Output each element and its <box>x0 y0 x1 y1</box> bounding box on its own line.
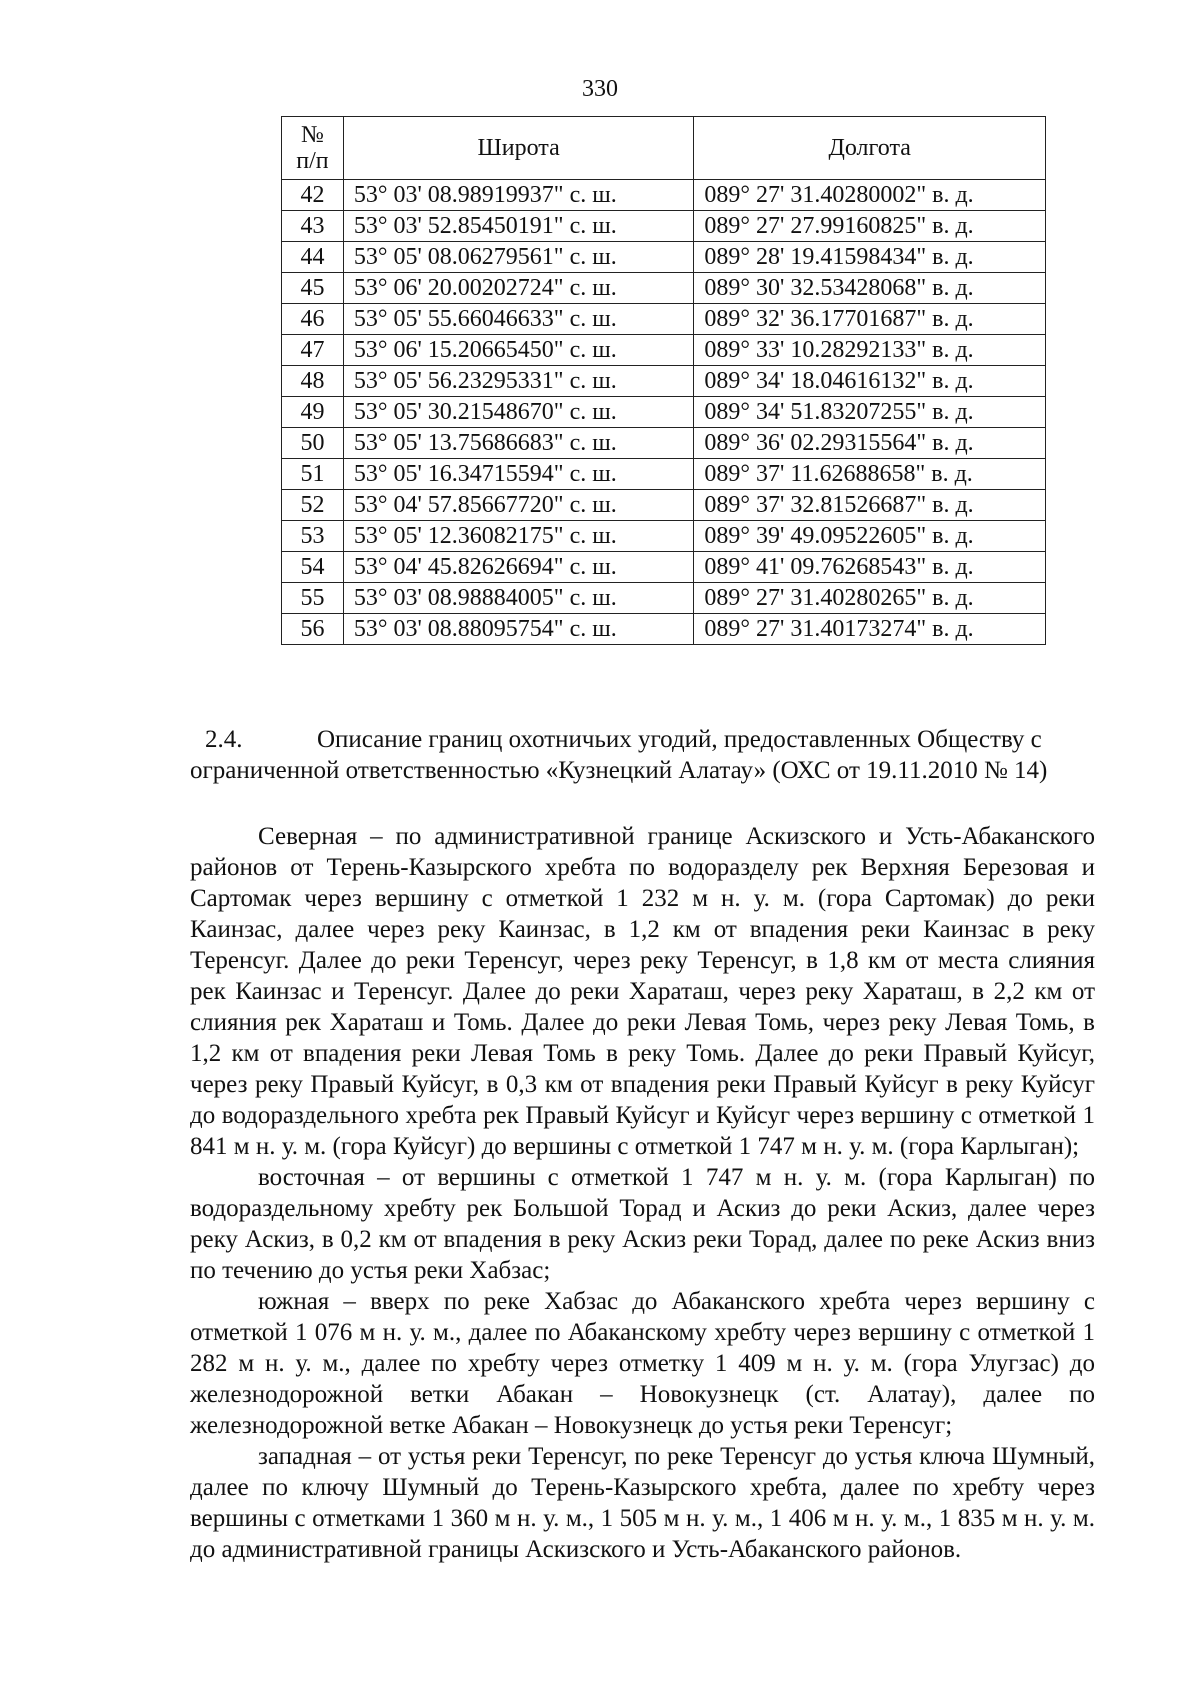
row-number-cell: 48 <box>282 366 344 397</box>
table-row <box>282 304 1046 335</box>
page-number: 330 <box>582 76 618 102</box>
row-number-cell: 50 <box>282 428 344 459</box>
table-row <box>282 614 1046 645</box>
table-row <box>282 366 1046 397</box>
latitude-cell: 53° 06' 20.00202724" с. ш. <box>343 273 694 304</box>
latitude-cell: 53° 05' 12.36082175" с. ш. <box>343 521 694 552</box>
header-number-abbr: п/п <box>296 148 329 174</box>
section-body <box>190 821 1095 1565</box>
longitude-cell: 089° 27' 31.40173274" в. д. <box>694 614 1046 645</box>
longitude-cell: 089° 30' 32.53428068" в. д. <box>694 273 1046 304</box>
table-row <box>282 397 1046 428</box>
table-row <box>282 335 1046 366</box>
section-title-line2: ограниченной ответственностью «Кузнецкий Алатау» (ОХС от 19.11.2010 № 14) <box>190 757 1048 784</box>
table-header-row <box>282 117 1046 180</box>
coordinates-table <box>281 116 1046 645</box>
longitude-cell: 089° 37' 32.81526687" в. д. <box>694 490 1046 521</box>
row-number-cell: 46 <box>282 304 344 335</box>
table-row <box>282 273 1046 304</box>
latitude-cell: 53° 05' 16.34715594" с. ш. <box>343 459 694 490</box>
paragraph-west: западная – от устья реки Теренсуг, по реке Теренсуг до устья ключа Шумный, далее по ключу Шумный до Терень-Казырского хребта, далее по хребту через вершины с отметками 1 360 м н. у. м., 1 505 м н. у. м., 1 406 м н. у. м., 1 835 м н. у. м. до административной границы Аскизского и Усть-Абаканского районов. <box>190 1443 1095 1563</box>
table-body <box>282 180 1046 645</box>
latitude-cell: 53° 05' 13.75686683" с. ш. <box>343 428 694 459</box>
longitude-cell: 089° 28' 19.41598434" в. д. <box>694 242 1046 273</box>
section-number: 2.4. <box>205 726 243 753</box>
latitude-cell: 53° 04' 57.85667720" с. ш. <box>343 490 694 521</box>
row-number-cell: 56 <box>282 614 344 645</box>
latitude-cell: 53° 05' 08.06279561" с. ш. <box>343 242 694 273</box>
latitude-cell: 53° 03' 08.98884005" с. ш. <box>343 583 694 614</box>
row-number-cell: 55 <box>282 583 344 614</box>
latitude-cell: 53° 03' 52.85450191" с. ш. <box>343 211 694 242</box>
row-number-cell: 52 <box>282 490 344 521</box>
row-number-cell: 44 <box>282 242 344 273</box>
row-number-cell: 43 <box>282 211 344 242</box>
table-row <box>282 459 1046 490</box>
header-latitude: Широта <box>343 117 694 180</box>
table-row <box>282 211 1046 242</box>
paragraph-south: южная – вверх по реке Хабзас до Абаканского хребта через вершину с отметкой 1 076 м н. у. м., далее по Абаканскому хребту через вершину с отметкой 1 282 м н. у. м., далее по хребту через отметку 1 409 м н. у. м. (гора Улугзас) до железнодорожной ветки Абакан – Новокузнецк (ст. Алатау), далее по железнодорожной ветке Абакан – Новокузнецк до устья реки Теренсуг; <box>190 1288 1095 1439</box>
latitude-cell: 53° 05' 30.21548670" с. ш. <box>343 397 694 428</box>
longitude-cell: 089° 34' 51.83207255" в. д. <box>694 397 1046 428</box>
section-title-line1: Описание границ охотничьих угодий, предоставленных Обществу с <box>317 726 1042 753</box>
row-number-cell: 51 <box>282 459 344 490</box>
longitude-cell: 089° 39' 49.09522605" в. д. <box>694 521 1046 552</box>
row-number-cell: 47 <box>282 335 344 366</box>
row-number-cell: 45 <box>282 273 344 304</box>
longitude-cell: 089° 34' 18.04616132" в. д. <box>694 366 1046 397</box>
latitude-cell: 53° 05' 55.66046633" с. ш. <box>343 304 694 335</box>
table-row <box>282 180 1046 211</box>
paragraph-east: восточная – от вершины с отметкой 1 747 м н. у. м. (гора Карлыган) по водораздельному хребту рек Большой Торад и Аскиз до реки Аскиз, далее через реку Аскиз, в 0,2 км от впадения в реку Аскиз реки Торад, далее по реке Аскиз вниз по течению до устья реки Хабзас; <box>190 1164 1095 1284</box>
longitude-cell: 089° 27' 31.40280265" в. д. <box>694 583 1046 614</box>
table-row <box>282 521 1046 552</box>
paragraph-north: Северная – по административной границе Аскизского и Усть-Абаканского районов от Терень-Казырского хребта по водоразделу рек Верхняя Березовая и Сартомак через вершину с отметкой 1 232 м н. у. м. (гора Сартомак) до реки Каинзас, далее через реку Каинзас, в 1,2 км от впадения реки Каинзас в реку Теренсуг. Далее до реки Теренсуг, через реку Теренсуг, в 1,8 км от места слияния рек Каинзас и Теренсуг. Далее до реки Хараташ, через реку Хараташ, в 2,2 км от слияния рек Хараташ и Томь. Далее до реки Левая Томь, через реку Левая Томь, в 1,2 км от впадения реки Левая Томь в реку Томь. Далее до реки Правый Куйсуг, через реку Правый Куйсуг, в 0,3 км от впадения реки Правый Куйсуг в реку Куйсуг до водораздельного хребта рек Правый Куйсуг и Куйсуг через вершину с отметкой 1 841 м н. у. м. (гора Куйсуг) до вершины с отметкой 1 747 м н. у. м. (гора Карлыган); <box>190 823 1095 1160</box>
table-row <box>282 428 1046 459</box>
table-row <box>282 242 1046 273</box>
boundaries-section <box>190 724 1095 1565</box>
section-heading <box>190 724 1095 786</box>
latitude-cell: 53° 05' 56.23295331" с. ш. <box>343 366 694 397</box>
table-row <box>282 552 1046 583</box>
row-number-cell: 42 <box>282 180 344 211</box>
header-longitude: Долгота <box>694 117 1046 180</box>
longitude-cell: 089° 36' 02.29315564" в. д. <box>694 428 1046 459</box>
longitude-cell: 089° 27' 31.40280002" в. д. <box>694 180 1046 211</box>
longitude-cell: 089° 33' 10.28292133" в. д. <box>694 335 1046 366</box>
header-number-symbol: № <box>300 122 324 148</box>
latitude-cell: 53° 03' 08.98919937" с. ш. <box>343 180 694 211</box>
longitude-cell: 089° 27' 27.99160825" в. д. <box>694 211 1046 242</box>
table-row <box>282 583 1046 614</box>
latitude-cell: 53° 03' 08.88095754" с. ш. <box>343 614 694 645</box>
header-number <box>282 117 344 180</box>
longitude-cell: 089° 32' 36.17701687" в. д. <box>694 304 1046 335</box>
row-number-cell: 49 <box>282 397 344 428</box>
latitude-cell: 53° 04' 45.82626694" с. ш. <box>343 552 694 583</box>
table-row <box>282 490 1046 521</box>
longitude-cell: 089° 41' 09.76268543" в. д. <box>694 552 1046 583</box>
longitude-cell: 089° 37' 11.62688658" в. д. <box>694 459 1046 490</box>
latitude-cell: 53° 06' 15.20665450" с. ш. <box>343 335 694 366</box>
row-number-cell: 54 <box>282 552 344 583</box>
row-number-cell: 53 <box>282 521 344 552</box>
